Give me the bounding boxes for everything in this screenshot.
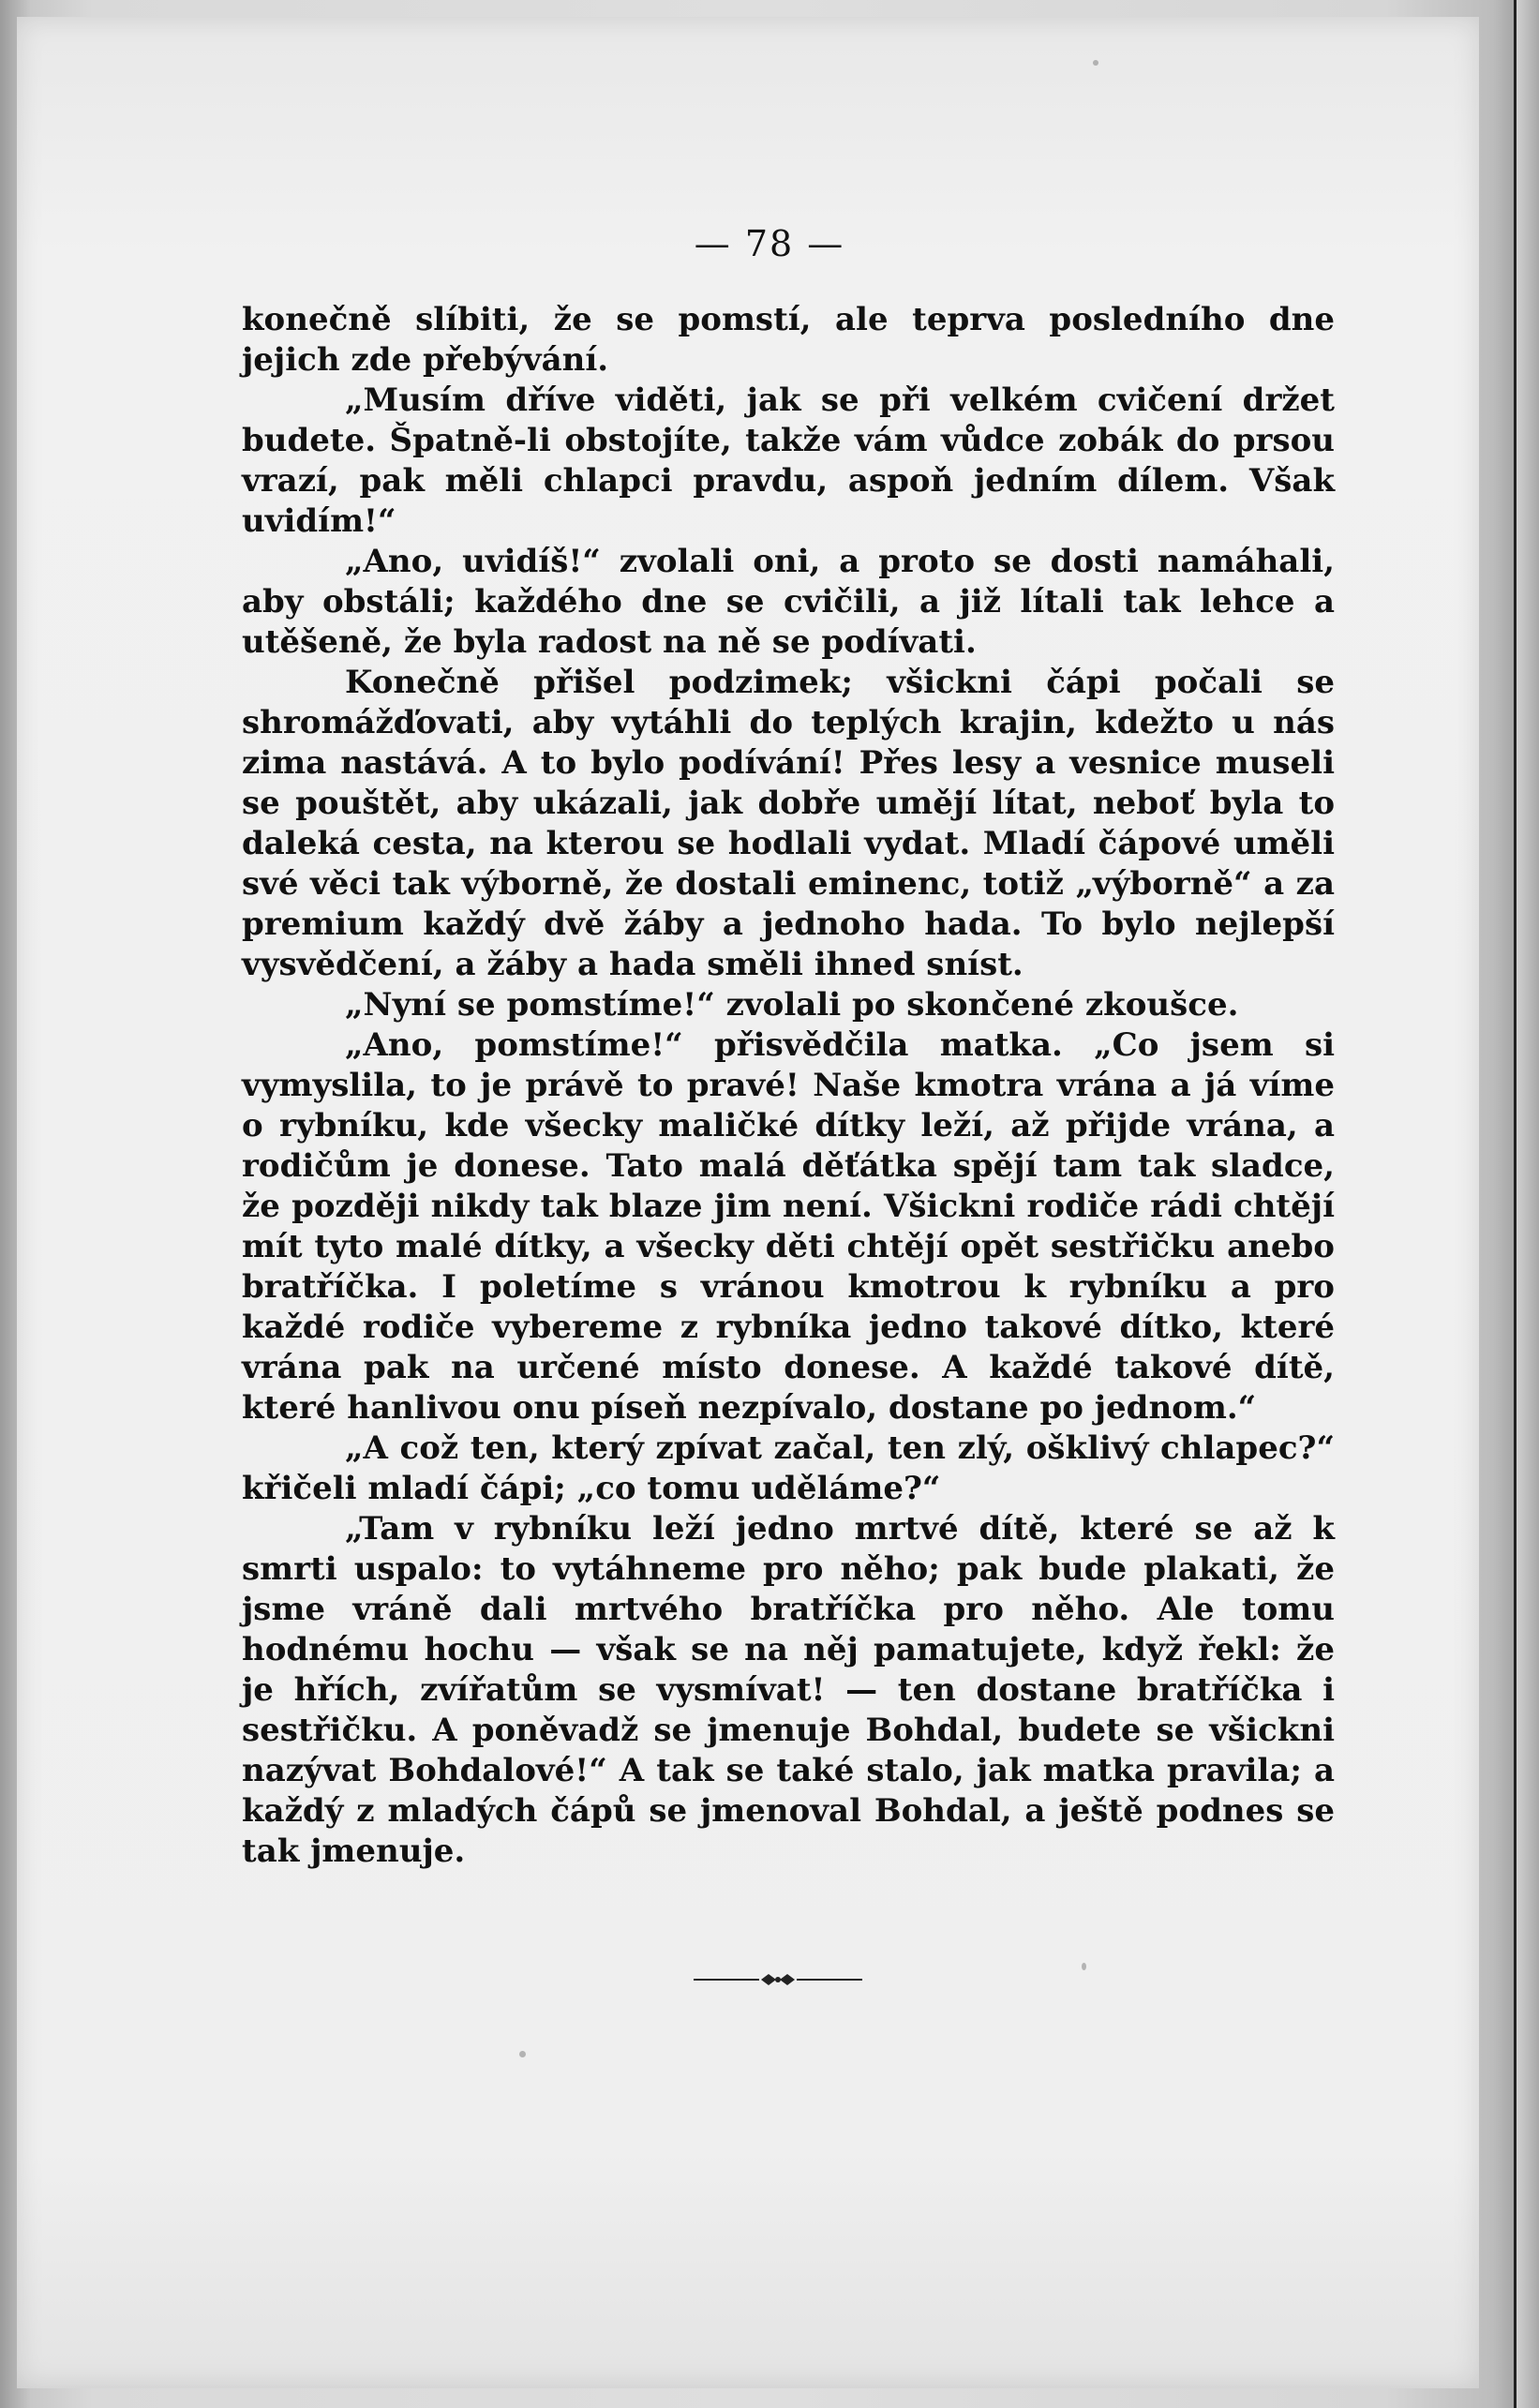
paragraph-7: „A což ten, který zpívat začal, ten zlý, ošklivý chlapec?“ křičeli mladí čápi; „co tomu uděláme?“ — [242, 1429, 1335, 1507]
paragraph-4: Konečně přišel podzimek; všickni čápi počali se shromážďovati, aby vytáhli do teplých krajin, kdežto u nás zima nastává. A to bylo podívání! Přes lesy a vesnice museli se pouštět, aby ukázali, jak dobře umějí lítat, neboť byla to daleká cesta, na kterou se hodlali vydat. Mladí čápové uměli své věci tak výborně, že dostali eminenc, totiž „výborně“ a za premium každý dvě žáby a jednoho hada. To bylo nejlepší vysvědčení, a žáby a hada směli ihned sníst. — [242, 664, 1335, 983]
paper-speck — [1093, 60, 1098, 66]
paragraph-3: „Ano, uvidíš!“ zvolali oni, a proto se dosti namáhali, aby obstáli; každého dne se cvičili, a již lítali tak lehce a utěšeně, že byla radost na ně se podívati. — [242, 543, 1335, 661]
paragraph-8: „Tam v rybníku leží jedno mrtvé dítě, které se až k smrti uspalo: to vytáhneme pro něho; pak bude plakati, že jsme vráně dali mrtvého bratříčka pro něho. Ale tomu hodnému hochu — však se na něj pamatujete, když řekl: že je hřích, zvířatům se vysmívat! — ten dostane bratříčka i sestřičku. A poněvadž se jmenuje Bohdal, budete se všickni nazývat Bohdalové!“ A tak se také stalo, jak matka pravila; a každý z mladých čápů se jmenoval Bohdal, a ještě podnes se tak jmenuje. — [242, 1510, 1335, 1870]
paragraph-6: „Ano, pomstíme!“ přisvědčila matka. „Co jsem si vymyslila, to je právě to pravé! Naše kmotra vrána a já víme o rybníku, kde všecky maličké dítky leží, až přijde vrána, a rodičům je donese. Tato malá děťátka spějí tam tak sladce, že později nikdy tak blaze jim není. Všickni rodiče rádi chtějí mít tyto malé dítky, a všecky děti chtějí opět sestřičku anebo bratříčka. I poletíme s vránou kmotrou k rybníku a pro každé rodiče vybereme z rybníka jedno takové dítko, které vrána pak na určené místo donese. A každé takové dítě, které hanlivou onu píseň nezpívalo, dostane po jednom.“ — [242, 1026, 1335, 1427]
paper-speck — [1082, 1963, 1086, 1970]
paragraph-5: „Nyní se pomstíme!“ zvolali po skončené zkoušce. — [345, 986, 1239, 1024]
paragraph-1: konečně slíbiti, že se pomstí, ale teprva posledního dne jejich zde přebývání. — [242, 301, 1335, 379]
body-text — [242, 300, 1335, 1872]
scan-gutter-edge — [1514, 0, 1517, 2408]
end-ornament — [694, 1968, 862, 1991]
page-number: — 78 — — [694, 223, 845, 264]
scan-gutter-shadow — [1517, 0, 1539, 2408]
paragraph-2: „Musím dříve viděti, jak se při velkém cvičení držet budete. Špatně-li obstojíte, takže vám vůdce zobák do prsou vrazí, pak měli chlapci pravdu, aspoň jedním dílem. Však uvidím!“ — [242, 381, 1335, 540]
paper-speck — [519, 2051, 526, 2057]
